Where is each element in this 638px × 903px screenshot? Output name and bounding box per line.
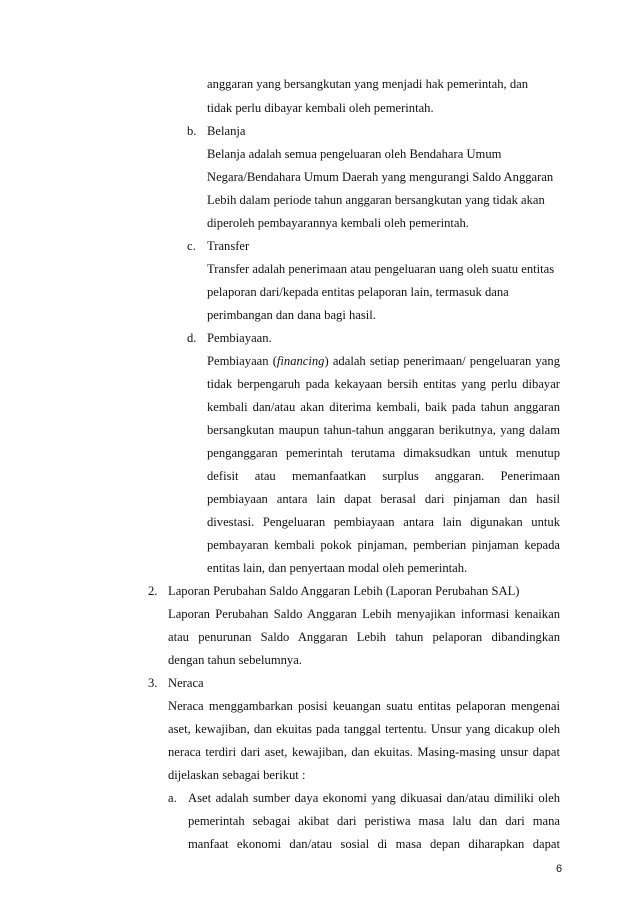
item-2-marker: 2. — [148, 584, 158, 598]
item-b-line-2: Negara/Bendahara Umum Daerah yang mengurangi Saldo Anggaran — [207, 170, 554, 184]
item-3-line-2: aset, kewajiban, dan ekuitas pada tanggal tertentu. Unsur yang dicakup oleh — [168, 722, 560, 736]
item-3-line-3: neraca terdiri dari aset, kewajiban, dan ekuitas. Masing-masing unsur dapat — [168, 745, 560, 759]
item-d-line-7: divestasi. Pengeluaran pembiayaan antara lain digunakan untuk — [207, 515, 560, 529]
item-d-line-5: defisit atau memanfaatkan surplus anggaran. Penerimaan — [207, 469, 560, 483]
item-d-line-2: kembali dan/atau akan diterima kembali, baik pada tahun anggaran — [207, 400, 560, 414]
item-c-line-1: Transfer adalah penerimaan atau pengeluaran uang oleh suatu entitas — [207, 262, 555, 276]
intro-line-2: tidak perlu dibayar kembali oleh pemerintah. — [207, 101, 434, 115]
item-c-marker: c. — [187, 239, 196, 253]
item-d-line-6: pembiayaan antara lain dapat berasal dari pinjaman dan hasil — [207, 492, 560, 506]
item-3a-line-2: pemerintah sebagai akibat dari peristiwa masa lalu dan dari mana — [188, 814, 560, 828]
item-d-line-8: pembayaran kembali pokok pinjaman, pemberian pinjaman kepada — [207, 538, 560, 552]
item-c-line-2: pelaporan dari/kepada entitas pelaporan lain, termasuk dana — [207, 285, 509, 299]
item-d-line-4: penganggaran pemerintah terutama dimaksudkan untuk menutup — [207, 446, 560, 460]
item-d-line-9: entitas lain, dan penyertaan modal oleh pemerintah. — [207, 561, 468, 575]
item-2-line-1: Laporan Perubahan Saldo Anggaran Lebih menyajikan informasi kenaikan — [168, 607, 560, 621]
item-3-line-4: dijelaskan sebagai berikut : — [168, 768, 306, 782]
item-b-line-4: diperoleh pembayarannya kembali oleh pemerintah. — [207, 216, 469, 230]
item-b-line-3: Lebih dalam periode tahun anggaran bersangkutan yang tidak akan — [207, 193, 545, 207]
item-3-line-1: Neraca menggambarkan posisi keuangan suatu entitas pelaporan mengenai — [168, 699, 560, 713]
item-c-line-3: perimbangan dan dana bagi hasil. — [207, 308, 376, 322]
item-c-heading: Transfer — [207, 239, 250, 253]
item-d-line-3: bersangkutan maupun tahun-tahun anggaran berikutnya, yang dalam — [207, 423, 560, 437]
item-b-line-1: Belanja adalah semua pengeluaran oleh Bendahara Umum — [207, 147, 502, 161]
item-3a-marker: a. — [168, 791, 177, 805]
item-2-heading: Laporan Perubahan Saldo Anggaran Lebih (Laporan Perubahan SAL) — [168, 584, 520, 598]
item-2-line-3: dengan tahun sebelumnya. — [168, 653, 302, 667]
item-b-marker: b. — [187, 124, 197, 138]
intro-line-1: anggaran yang bersangkutan yang menjadi hak pemerintah, dan — [207, 77, 529, 91]
item-d-line-first — [207, 353, 560, 369]
item-3-heading: Neraca — [168, 676, 204, 690]
item-d-marker: d. — [187, 331, 197, 345]
page-number: 6 — [556, 863, 563, 875]
item-3a-line-1: Aset adalah sumber daya ekonomi yang dikuasai dan/atau dimiliki oleh — [188, 791, 560, 805]
item-d-first-em: financing — [276, 354, 325, 368]
item-d-heading: Pembiayaan. — [207, 331, 272, 345]
item-3-marker: 3. — [148, 676, 158, 690]
item-2-line-2: atau penurunan Saldo Anggaran Lebih tahun pelaporan dibandingkan — [168, 630, 560, 644]
item-3a-line-3: manfaat ekonomi dan/atau sosial di masa depan diharapkan dapat — [188, 837, 560, 851]
item-d-first-pre: Pembiayaan ( — [207, 354, 277, 368]
item-b-heading: Belanja — [207, 124, 246, 138]
item-d-line-1: tidak berpengaruh pada kekayaan bersih entitas yang perlu dibayar — [207, 377, 560, 391]
item-d-first-post: ) adalah setiap penerimaan/ pengeluaran yang — [324, 354, 560, 368]
